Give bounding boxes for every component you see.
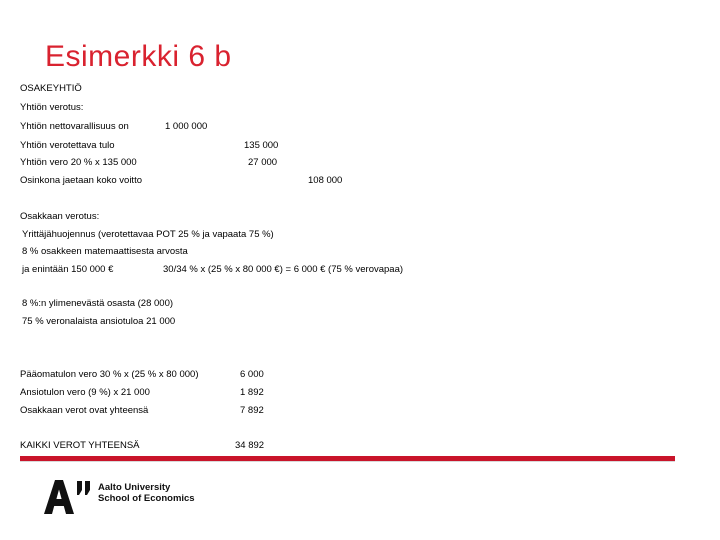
shareholder-taxation-heading: Osakkaan verotus: [20, 211, 100, 222]
company-tax-label: Yhtiön vero 20 % x 135 000 [20, 157, 137, 168]
mathematical-value-line: 8 % osakkeen matemaattisesta arvosta [22, 246, 188, 257]
all-taxes-total-label: KAIKKI VEROT YHTEENSÄ [20, 440, 140, 451]
taxable-income-value: 135 000 [244, 140, 279, 151]
company-taxation-heading: Yhtiön verotus: [20, 102, 84, 113]
university-name [98, 482, 195, 504]
entrepreneur-relief-line: Yrittäjähuojennus (verotettavaa POT 25 % ja vapaata 75 %) [22, 229, 274, 240]
excess-part-line: 8 %:n ylimenevästä osasta (28 000) [22, 298, 174, 309]
university-label: Aalto University [98, 482, 171, 493]
footer-divider [20, 461, 675, 462]
capital-income-tax-value: 6 000 [240, 369, 264, 380]
slide-title: Esimerkki 6 b [45, 40, 232, 73]
all-taxes-total-value: 34 892 [235, 440, 265, 451]
earned-income-tax-value: 1 892 [240, 387, 264, 398]
taxable-income-label: Yhtiön verotettava tulo [20, 140, 115, 151]
taxable-earned-income-line: 75 % veronalaista ansiotuloa 21 000 [22, 316, 176, 327]
dividend-label: Osinkona jaetaan koko voitto [20, 175, 142, 186]
max-amount-label: ja enintään 150 000 € [22, 264, 114, 275]
capital-income-tax-label: Pääomatulon vero 30 % x (25 % x 80 000) [20, 369, 199, 380]
max-amount-calculation: 30/34 % x (25 % x 80 000 €) = 6 000 € (75 % verovapaa) [163, 264, 404, 275]
earned-income-tax-label: Ansiotulon vero (9 %) x 21 000 [20, 387, 150, 398]
shareholder-total-tax-value: 7 892 [240, 405, 264, 416]
dividend-value: 108 000 [308, 175, 343, 186]
net-assets-value: 1 000 000 [165, 121, 208, 132]
school-label: School of Economics [98, 493, 195, 504]
company-tax-value: 27 000 [248, 157, 278, 168]
aalto-logo-icon [44, 479, 94, 520]
shareholder-total-tax-label: Osakkaan verot ovat yhteensä [20, 405, 149, 416]
net-assets-label: Yhtiön nettovarallisuus on [20, 121, 129, 132]
company-type-heading: OSAKEYHTIÖ [20, 83, 82, 94]
